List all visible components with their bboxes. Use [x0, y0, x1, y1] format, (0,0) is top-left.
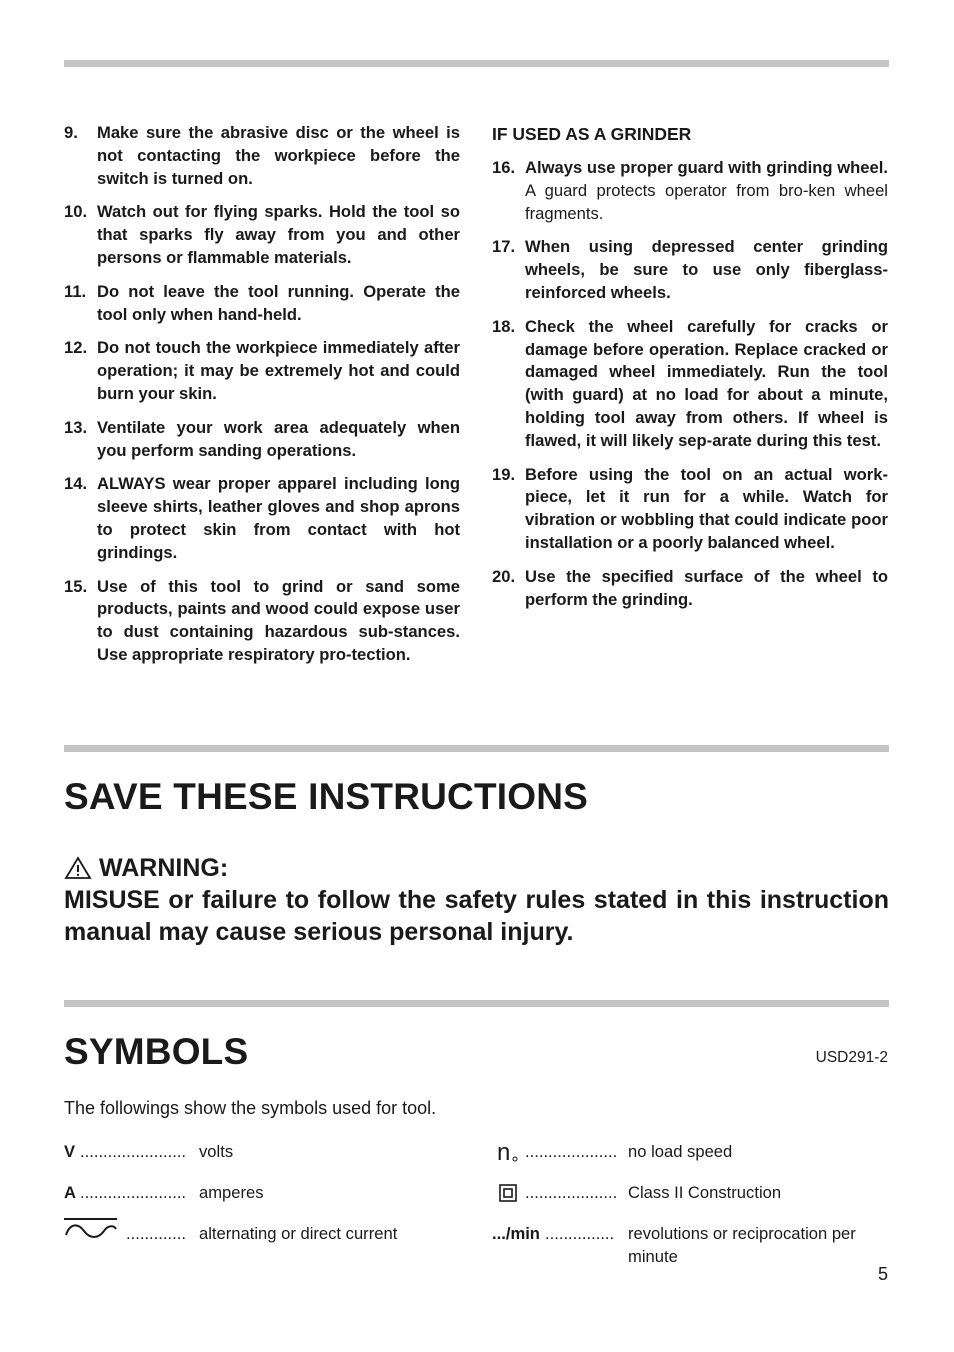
warning-label: WARNING: — [99, 854, 229, 882]
top-rule — [64, 60, 889, 67]
item-text: Always use proper guard with grinding wheel. — [525, 158, 888, 177]
leader-dots: .................... — [525, 1183, 618, 1202]
document-code: USD291-2 — [815, 1049, 888, 1066]
list-item — [64, 281, 460, 327]
list-item — [492, 464, 888, 555]
leader-dots: ............... — [545, 1224, 615, 1243]
section-rule — [64, 745, 889, 752]
list-item — [492, 157, 888, 225]
svg-text:n: n — [497, 1140, 511, 1164]
warning-block — [64, 852, 889, 948]
item-number: 10. — [64, 202, 88, 222]
leader-dots: ....................... — [80, 1183, 187, 1202]
symbol-description: amperes — [199, 1183, 264, 1202]
symbol-description: volts — [199, 1142, 234, 1161]
warning-text: MISUSE or failure to follow the safety rules stated in this instruction manual may cause serious personal injury. — [64, 886, 889, 946]
section-rule — [64, 1000, 889, 1007]
symbol-row-volts — [64, 1140, 464, 1163]
item-note: A guard protects operator from bro-ken wheel fragments. — [525, 180, 888, 223]
save-instructions-title: SAVE THESE INSTRUCTIONS — [64, 776, 589, 817]
page-number: 5 — [877, 1264, 888, 1284]
list-item — [64, 337, 460, 405]
list-item — [64, 473, 460, 564]
symbol-row-ac-dc — [64, 1222, 464, 1245]
item-number: 14. — [64, 474, 88, 494]
item-text: Watch out for flying sparks. Hold the tool so that sparks fly away from you and other persons or flammable materials. — [97, 202, 460, 267]
list-item — [64, 417, 460, 463]
warning-triangle-icon — [64, 856, 92, 880]
item-text: When using depressed center grinding wheels, be sure to use only fiberglass-reinforced wheels. — [525, 237, 888, 302]
item-text: Check the wheel carefully for cracks or damage before operation. Replace cracked or damaged wheel immediately. Run the tool (with guard) at no load for about a minute, holding tool away from others. If wheel is flawed, it will likely sep-arate during this test. — [525, 316, 888, 450]
list-item — [64, 201, 460, 269]
symbol-row-class-ii — [492, 1181, 889, 1204]
list-item — [492, 236, 888, 304]
item-text: Use the specified surface of the wheel to perform the grinding. — [525, 566, 888, 609]
right-column — [492, 122, 888, 622]
class-ii-construction-icon — [499, 1184, 517, 1202]
no-load-speed-icon — [497, 1140, 525, 1164]
item-number: 11. — [64, 281, 87, 301]
item-text: Ventilate your work area adequately when you perform sanding operations. — [97, 417, 460, 460]
item-text: Make sure the abrasive disc or the wheel is not contacting the workpiece before the switch is turned on. — [97, 123, 460, 188]
symbol-key: .../min — [492, 1224, 540, 1243]
list-item — [64, 122, 460, 190]
leader-dots: .................... — [525, 1142, 618, 1161]
symbols-title: SYMBOLS — [64, 1031, 249, 1072]
item-number: 13. — [64, 417, 88, 437]
symbol-description: Class II Construction — [628, 1183, 782, 1202]
list-item — [492, 316, 888, 453]
symbol-description: revolutions or reciprocation per minute — [628, 1224, 856, 1266]
symbol-key: V — [64, 1142, 76, 1161]
item-text: ALWAYS wear proper apparel including long sleeve shirts, leather gloves and shop aprons to protect skin from contact with hot grindings. — [97, 474, 460, 562]
left-column — [64, 122, 460, 678]
item-text: Do not touch the workpiece immediately after operation; it may be extremely hot and could burn your skin. — [97, 338, 460, 403]
item-number: 18. — [492, 316, 516, 336]
item-number: 9. — [64, 123, 78, 142]
list-item — [492, 566, 888, 612]
ac-dc-current-icon — [64, 1217, 118, 1241]
list-item — [64, 576, 460, 667]
symbol-description: no load speed — [628, 1142, 733, 1161]
symbols-intro: The followings show the symbols used for tool. — [64, 1098, 437, 1118]
symbol-key: A — [64, 1183, 76, 1202]
item-text: Do not leave the tool running. Operate the tool only when hand-held. — [97, 281, 460, 324]
item-number: 20. — [492, 566, 516, 586]
leader-dots: ....................... — [80, 1142, 187, 1161]
item-number: 16. — [492, 158, 516, 177]
leader-dots: ............. — [126, 1224, 186, 1243]
symbol-row-no-load-speed — [492, 1140, 889, 1163]
item-text: Before using the tool on an actual work-piece, let it run for a while. Watch for vibration or wobbling that could indicate poor installation or a poorly balanced wheel. — [525, 464, 888, 552]
grinder-heading: IF USED AS A GRINDER — [492, 124, 692, 144]
item-number: 12. — [64, 338, 88, 358]
item-text: Use of this tool to grind or sand some products, paints and wood could expose user to dust containing hazardous sub-stances. Use appropriate respiratory pro-tection. — [97, 576, 460, 664]
symbol-row-amperes — [64, 1181, 464, 1204]
symbol-description: alternating or direct current — [199, 1224, 398, 1243]
item-number: 19. — [492, 464, 516, 484]
symbol-row-per-minute — [492, 1222, 889, 1268]
item-number: 15. — [64, 576, 88, 596]
item-number: 17. — [492, 237, 516, 257]
